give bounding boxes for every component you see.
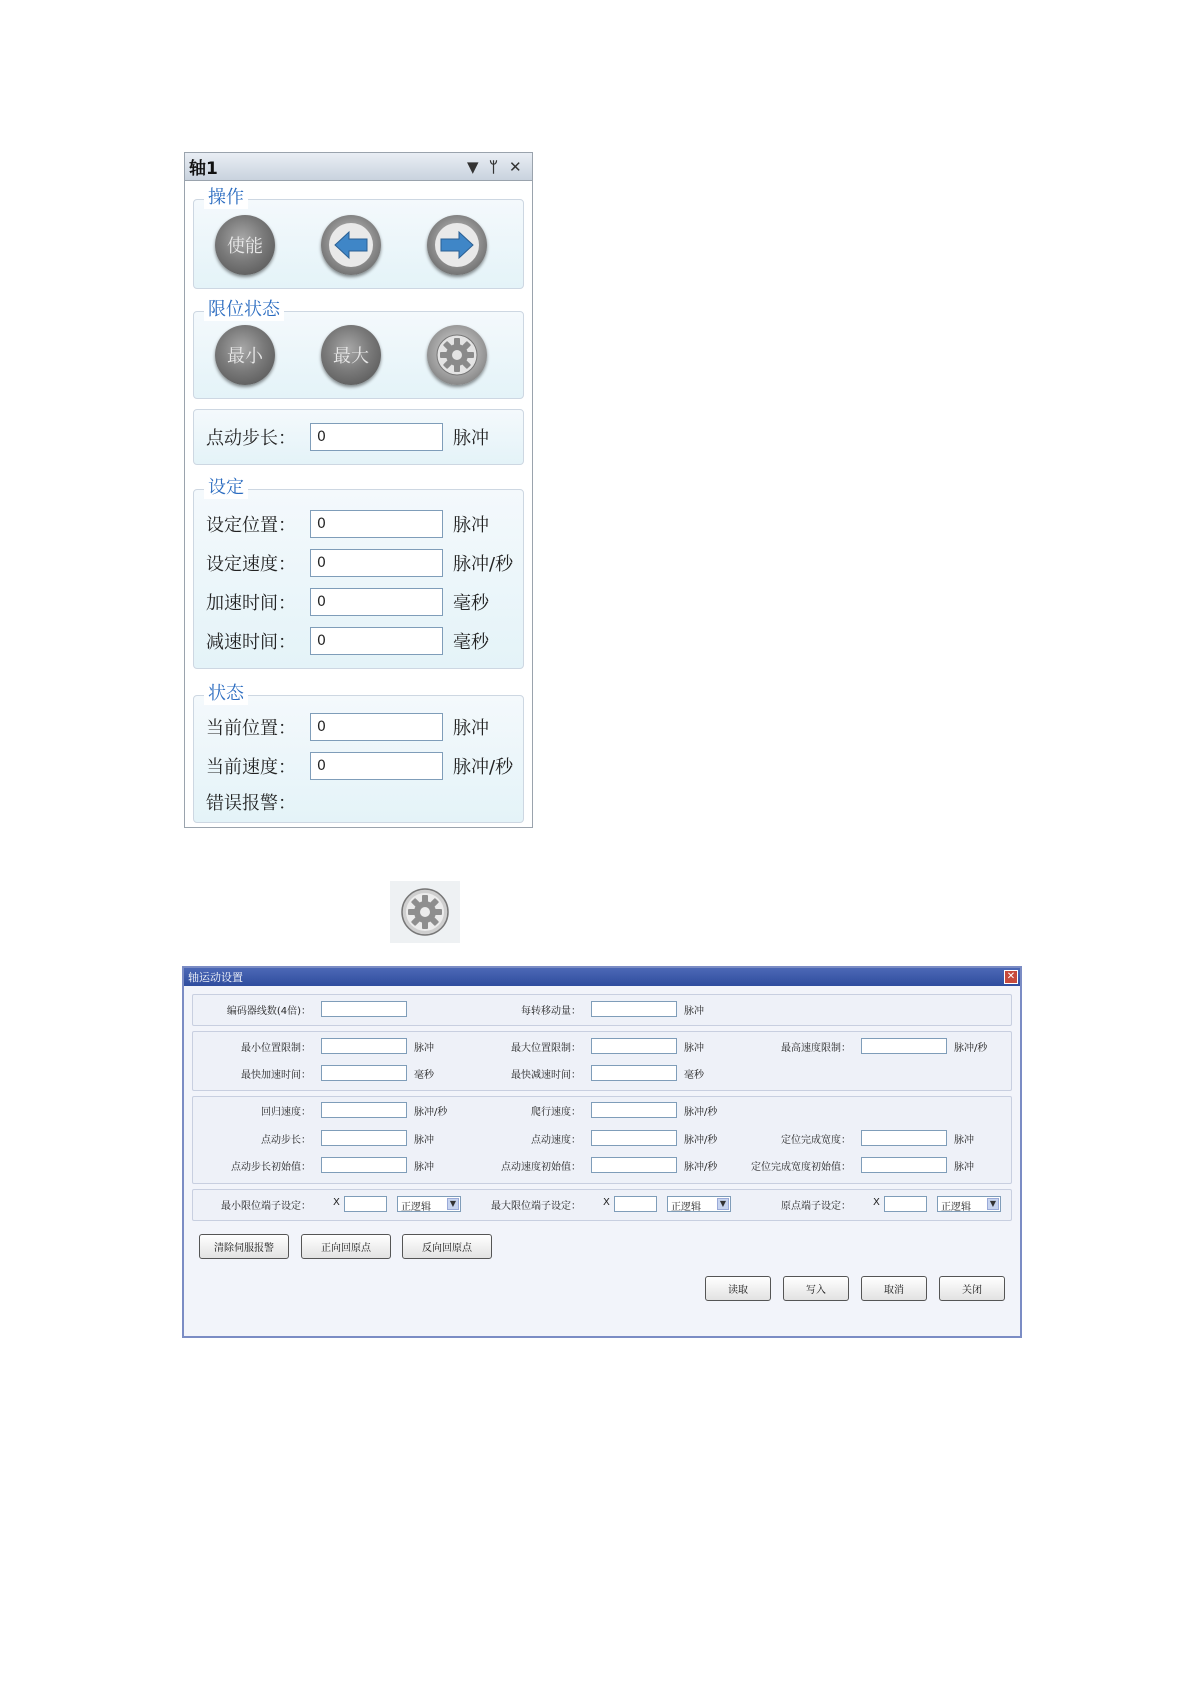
min-accel-time-input[interactable] [321, 1065, 407, 1081]
limit-status-group [193, 299, 524, 399]
min-limit-logic-value: 正逻辑 [401, 1202, 431, 1213]
crawl-speed-input[interactable] [591, 1102, 677, 1118]
clear-servo-alarm-button[interactable]: 清除伺服报警 [199, 1234, 289, 1259]
in-position-width-label: 定位完成宽度： [781, 1135, 851, 1146]
terminal-settings-group [192, 1189, 1012, 1221]
current-speed-label: 当前速度： [206, 757, 296, 778]
jog-step-init-input[interactable] [321, 1157, 407, 1173]
jog-step-input[interactable] [321, 1130, 407, 1146]
max-position-limit-input[interactable] [591, 1038, 677, 1054]
in-position-width-init-input[interactable] [861, 1157, 947, 1173]
min-limit-terminal-input[interactable] [344, 1196, 387, 1212]
per-rev-label: 每转移动量： [521, 1006, 581, 1017]
pin-icon[interactable]: ᛘ [489, 158, 499, 176]
current-speed-row [206, 752, 513, 780]
encoder-group [192, 994, 1012, 1026]
dropdown-icon[interactable]: ▼ [467, 158, 479, 176]
home-speed-label: 回归速度： [261, 1107, 311, 1118]
max-limit-indicator [321, 325, 381, 385]
set-speed-input[interactable]: 0 [310, 549, 443, 577]
set-speed-row [206, 549, 513, 577]
origin-logic-select[interactable] [937, 1196, 1001, 1212]
max-speed-limit-label: 最高速度限制： [781, 1043, 851, 1054]
jog-speed-label: 点动速度： [531, 1135, 581, 1146]
settings-group [193, 477, 524, 669]
max-limit-terminal-input[interactable] [614, 1196, 657, 1212]
per-rev-input[interactable] [591, 1001, 677, 1017]
origin-x-prefix: X [873, 1197, 880, 1208]
axis-panel-title: 轴1 [189, 159, 218, 179]
jog-step-unit: 脉冲 [414, 1135, 434, 1146]
status-group [193, 683, 524, 823]
set-position-unit: 脉冲 [453, 515, 489, 536]
accel-time-unit: 毫秒 [453, 593, 489, 614]
current-position-label: 当前位置： [206, 718, 296, 739]
enable-button[interactable] [215, 215, 275, 275]
move-left-button[interactable] [321, 215, 381, 275]
dialog-close-icon[interactable]: ✕ [1004, 970, 1018, 984]
move-right-button[interactable] [427, 215, 487, 275]
close-button[interactable]: 关闭 [939, 1276, 1005, 1301]
jog-step-label: 点动步长： [261, 1135, 311, 1146]
in-position-width-input[interactable] [861, 1130, 947, 1146]
min-limit-logic-select[interactable] [397, 1196, 461, 1212]
max-limit-x-prefix: X [603, 1197, 610, 1208]
jog-speed-init-input[interactable] [591, 1157, 677, 1173]
limits-group [192, 1031, 1012, 1091]
max-limit-label: 最大 [333, 346, 369, 367]
dialog-titlebar [184, 968, 1020, 986]
gear-icon [400, 887, 450, 937]
right-arrow-icon [439, 230, 475, 260]
read-button[interactable]: 读取 [705, 1276, 771, 1301]
min-position-limit-input[interactable] [321, 1038, 407, 1054]
jog-step-init-label: 点动步长初始值： [231, 1162, 311, 1173]
jog-step-label: 点动步长： [206, 428, 296, 449]
home-speed-input[interactable] [321, 1102, 407, 1118]
jog-step-row [206, 423, 489, 451]
enable-label: 使能 [227, 236, 263, 257]
axis-settings-button[interactable] [427, 325, 487, 385]
max-limit-terminal-label: 最大限位端子设定： [491, 1201, 581, 1212]
axis-panel-titlebar [185, 153, 532, 181]
jog-speed-unit: 脉冲/秒 [684, 1135, 718, 1146]
max-speed-limit-unit: 脉冲/秒 [954, 1043, 988, 1054]
error-alarm-label: 错误报警： [206, 793, 296, 814]
cancel-button[interactable]: 取消 [861, 1276, 927, 1301]
decel-time-input[interactable]: 0 [310, 627, 443, 655]
chevron-down-icon: ▼ [717, 1198, 729, 1210]
min-limit-x-prefix: X [333, 1197, 340, 1208]
min-limit-label: 最小 [227, 346, 263, 367]
home-speed-unit: 脉冲/秒 [414, 1107, 448, 1118]
min-decel-time-input[interactable] [591, 1065, 677, 1081]
dialog-title: 轴运动设置 [188, 971, 243, 984]
accel-time-label: 加速时间： [206, 593, 296, 614]
status-legend: 状态 [204, 683, 248, 705]
write-button[interactable]: 写入 [783, 1276, 849, 1301]
gear-icon [435, 333, 479, 377]
current-speed-unit: 脉冲/秒 [453, 757, 514, 778]
set-position-row [206, 510, 489, 538]
axis-motion-settings-dialog [182, 966, 1022, 1338]
min-accel-time-label: 最快加速时间： [241, 1070, 311, 1081]
decel-time-label: 减速时间： [206, 632, 296, 653]
jog-speed-init-label: 点动速度初始值： [501, 1162, 581, 1173]
jog-step-group [193, 409, 524, 465]
min-position-limit-label: 最小位置限制： [241, 1043, 311, 1054]
max-limit-logic-value: 正逻辑 [671, 1202, 701, 1213]
chevron-down-icon: ▼ [447, 1198, 459, 1210]
axis-panel [184, 152, 533, 828]
current-position-input[interactable]: 0 [310, 713, 443, 741]
operation-legend: 操作 [204, 187, 248, 209]
crawl-speed-label: 爬行速度： [531, 1107, 581, 1118]
origin-logic-value: 正逻辑 [941, 1202, 971, 1213]
max-position-limit-label: 最大位置限制： [511, 1043, 581, 1054]
origin-terminal-label: 原点端子设定： [781, 1201, 851, 1212]
origin-terminal-input[interactable] [884, 1196, 927, 1212]
reverse-home-button[interactable]: 反向回原点 [402, 1234, 492, 1259]
jog-speed-init-unit: 脉冲/秒 [684, 1162, 718, 1173]
in-position-width-init-unit: 脉冲 [954, 1162, 974, 1173]
min-limit-indicator [215, 325, 275, 385]
jog-step-input[interactable]: 0 [310, 423, 443, 451]
jog-speed-input[interactable] [591, 1130, 677, 1146]
max-speed-limit-input[interactable] [861, 1038, 947, 1054]
current-position-unit: 脉冲 [453, 718, 489, 739]
encoder-lines-label: 编码器线数(4倍)： [226, 1006, 311, 1017]
homing-jog-group [192, 1096, 1012, 1184]
in-position-width-unit: 脉冲 [954, 1135, 974, 1146]
set-position-input[interactable]: 0 [310, 510, 443, 538]
in-position-width-init-label: 定位完成宽度初始值： [751, 1162, 851, 1173]
per-rev-unit: 脉冲 [684, 1006, 704, 1017]
accel-time-row [206, 588, 489, 616]
jog-step-init-unit: 脉冲 [414, 1162, 434, 1173]
forward-home-button[interactable]: 正向回原点 [301, 1234, 391, 1259]
current-position-row [206, 713, 489, 741]
limit-status-legend: 限位状态 [204, 299, 284, 321]
operation-group [193, 187, 524, 289]
min-position-limit-unit: 脉冲 [414, 1043, 434, 1054]
decel-time-unit: 毫秒 [453, 632, 489, 653]
left-arrow-icon [333, 230, 369, 260]
accel-time-input[interactable]: 0 [310, 588, 443, 616]
settings-legend: 设定 [204, 477, 248, 499]
set-position-label: 设定位置： [206, 515, 296, 536]
min-accel-time-unit: 毫秒 [414, 1070, 434, 1081]
chevron-down-icon: ▼ [987, 1198, 999, 1210]
decel-time-row [206, 627, 489, 655]
max-position-limit-unit: 脉冲 [684, 1043, 704, 1054]
jog-step-unit: 脉冲 [453, 428, 489, 449]
set-speed-unit: 脉冲/秒 [453, 554, 514, 575]
close-icon[interactable]: ✕ [509, 158, 522, 176]
min-limit-terminal-label: 最小限位端子设定： [221, 1201, 311, 1212]
min-decel-time-unit: 毫秒 [684, 1070, 704, 1081]
encoder-lines-input[interactable] [321, 1001, 407, 1017]
set-speed-label: 设定速度： [206, 554, 296, 575]
crawl-speed-unit: 脉冲/秒 [684, 1107, 718, 1118]
current-speed-input[interactable]: 0 [310, 752, 443, 780]
min-decel-time-label: 最快减速时间： [511, 1070, 581, 1081]
max-limit-logic-select[interactable] [667, 1196, 731, 1212]
error-alarm-row [206, 788, 310, 816]
gear-icon-illustration [390, 881, 460, 943]
